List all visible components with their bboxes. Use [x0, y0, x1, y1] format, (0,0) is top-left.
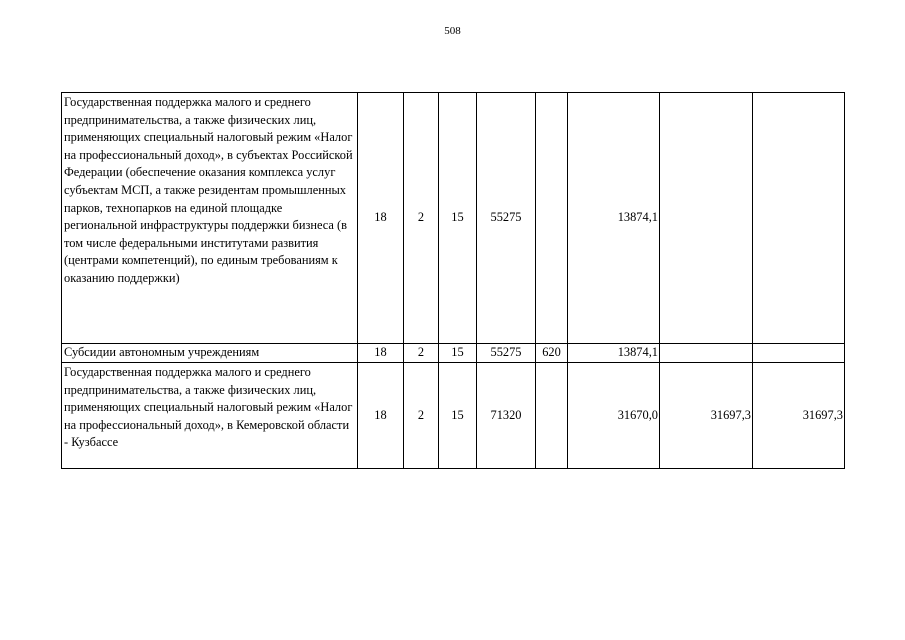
ministry-code-cell: 18: [358, 93, 404, 344]
subsection-code-cell: 15: [439, 93, 477, 344]
ministry-code-cell: 18: [358, 363, 404, 469]
page-number: 508: [444, 25, 461, 37]
amount-year-1-cell: 31670,0: [568, 363, 660, 469]
section-code-cell: 2: [404, 93, 439, 344]
section-code-cell: 2: [404, 344, 439, 363]
expense-type-cell: [536, 93, 568, 344]
expense-type-cell: 620: [536, 344, 568, 363]
amount-year-2-cell: [660, 344, 753, 363]
table-row: [62, 93, 845, 344]
amount-year-2-cell: [660, 93, 753, 344]
subsection-code-cell: 15: [439, 344, 477, 363]
amount-year-1-cell: 13874,1: [568, 93, 660, 344]
amount-year-2-cell: 31697,3: [660, 363, 753, 469]
amount-year-3-cell: 31697,3: [753, 363, 845, 469]
expense-name-cell: Субсидии автономным учреждениям: [62, 344, 358, 363]
subsection-code-cell: 15: [439, 363, 477, 469]
table-row: [62, 344, 845, 363]
target-article-cell: 55275: [477, 93, 536, 344]
ministry-code-cell: 18: [358, 344, 404, 363]
amount-year-3-cell: [753, 93, 845, 344]
target-article-cell: 55275: [477, 344, 536, 363]
budget-table: [61, 92, 845, 469]
section-code-cell: 2: [404, 363, 439, 469]
expense-name-cell: Государственная поддержка малого и среднего предпринимательства, а также физических лиц, применяющих специальный налоговый режим «Налог на профессиональный доход», в субъектах Российской Федерации (обеспечение оказания комплекса услуг субъектам МСП, а также резидентам промышленных парков, технопарков на единой площадке региональной инфраструктуры поддержки бизнеса (в том числе федеральными институтами развития (центрами компетенций), по единым требованиям к оказанию поддержки): [62, 93, 358, 344]
expense-name-cell: Государственная поддержка малого и среднего предпринимательства, а также физических лиц, применяющих специальный налоговый режим «Налог на профессиональный доход», в Кемеровской области - Кузбассе: [62, 363, 358, 469]
table-row: [62, 363, 845, 469]
amount-year-1-cell: 13874,1: [568, 344, 660, 363]
target-article-cell: 71320: [477, 363, 536, 469]
amount-year-3-cell: [753, 344, 845, 363]
expense-type-cell: [536, 363, 568, 469]
